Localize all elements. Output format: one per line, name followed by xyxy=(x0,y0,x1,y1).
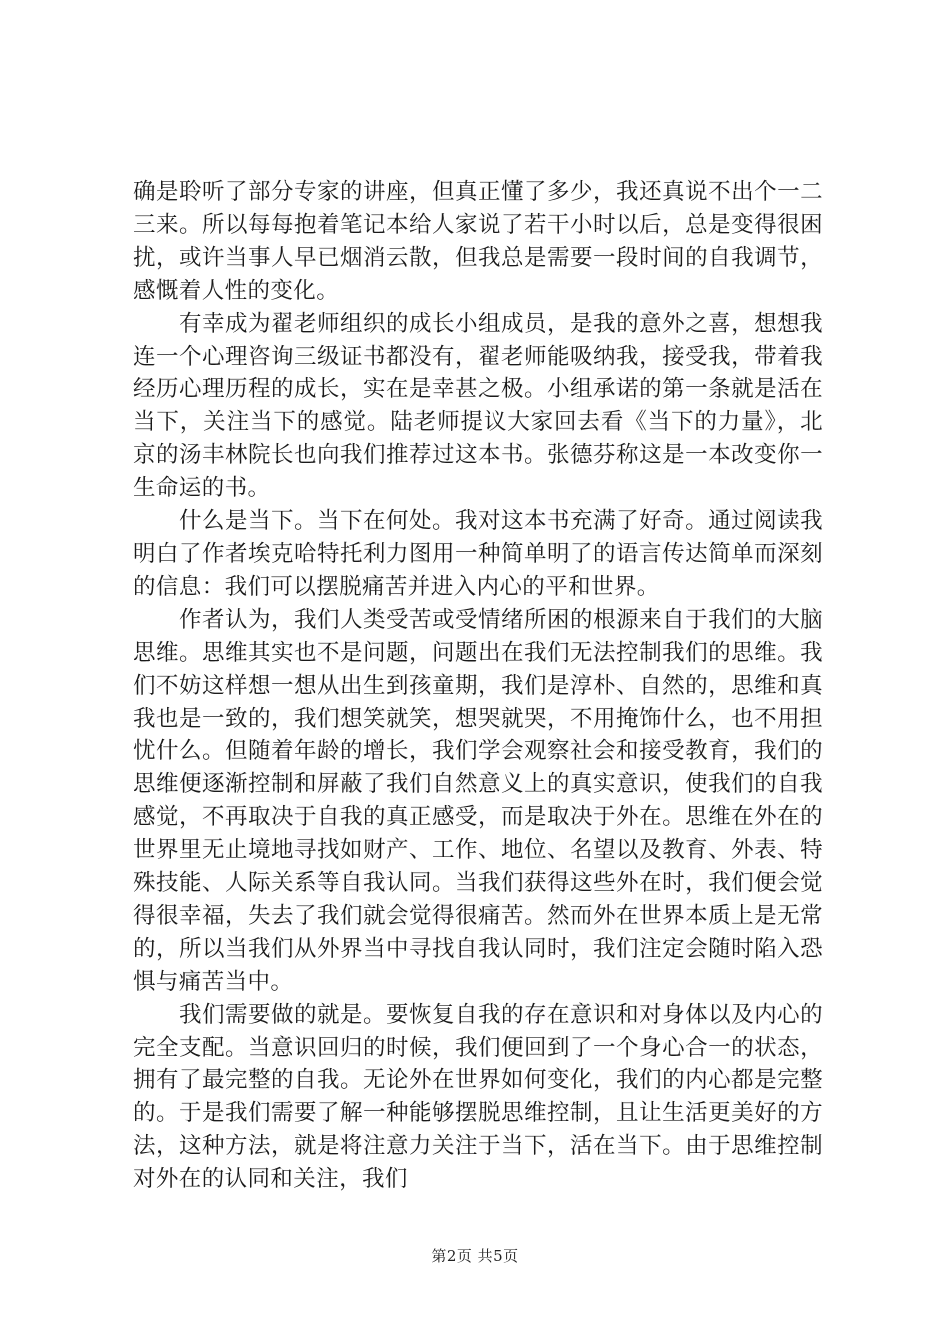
paragraph-4: 作者认为，我们人类受苦或受情绪所困的根源来自于我们的大脑思维。思维其实也不是问题，问题出在我们无法控制我们的思维。我们不妨这样想一想从出生到孩童期，我们是淳朴、自然的，思维和真我也是一致的，我们想笑就笑，想哭就哭，不用掩饰什么，也不用担忧什么。但随着年龄的增长，我们学会观察社会和接受教育，我们的思维便逐渐控制和屏蔽了我们自然意义上的真实意识，使我们的自我感觉，不再取决于自我的真正感受，而是取决于外在。思维在外在的世界里无止境地寻找如财产、工作、地位、名望以及教育、外表、特殊技能、人际关系等自我认同。当我们获得这些外在时，我们便会觉得很幸福，失去了我们就会觉得很痛苦。然而外在世界本质上是无常的，所以当我们从外界当中寻找自我认同时，我们注定会随时陷入恐惧与痛苦当中。 xyxy=(133,606,823,995)
page-number-footer: 第2页 共5页 xyxy=(431,1247,519,1265)
document-body xyxy=(133,176,823,1196)
paragraph-3: 什么是当下。当下在何处。我对这本书充满了好奇。通过阅读我明白了作者埃克哈特托利力图用一种简单明了的语言传达简单而深刻的信息：我们可以摆脱痛苦并进入内心的平和世界。 xyxy=(133,508,823,600)
paragraph-2: 有幸成为翟老师组织的成长小组成员，是我的意外之喜，想想我连一个心理咨询三级证书都没有，翟老师能吸纳我，接受我，带着我经历心理历程的成长，实在是幸甚之极。小组承诺的第一条就是活在当下，关注当下的感觉。陆老师提议大家回去看《当下的力量》，北京的汤丰林院长也向我们推荐过这本书。张德芬称这是一本改变你一生命运的书。 xyxy=(133,310,823,502)
paragraph-1: 确是聆听了部分专家的讲座，但真正懂了多少，我还真说不出个一二三来。所以每每抱着笔记本给人家说了若干小时以后，总是变得很困扰，或许当事人早已烟消云散，但我总是需要一段时间的自我调节，感慨着人性的变化。 xyxy=(133,179,823,304)
paragraph-5: 我们需要做的就是。要恢复自我的存在意识和对身体以及内心的完全支配。当意识回归的时候，我们便回到了一个身心合一的状态，拥有了最完整的自我。无论外在世界如何变化，我们的内心都是完整的。于是我们需要了解一种能够摆脱思维控制，且让生活更美好的方法，这种方法，就是将注意力关注于当下，活在当下。由于思维控制对外在的认同和关注，我们 xyxy=(133,1001,823,1193)
